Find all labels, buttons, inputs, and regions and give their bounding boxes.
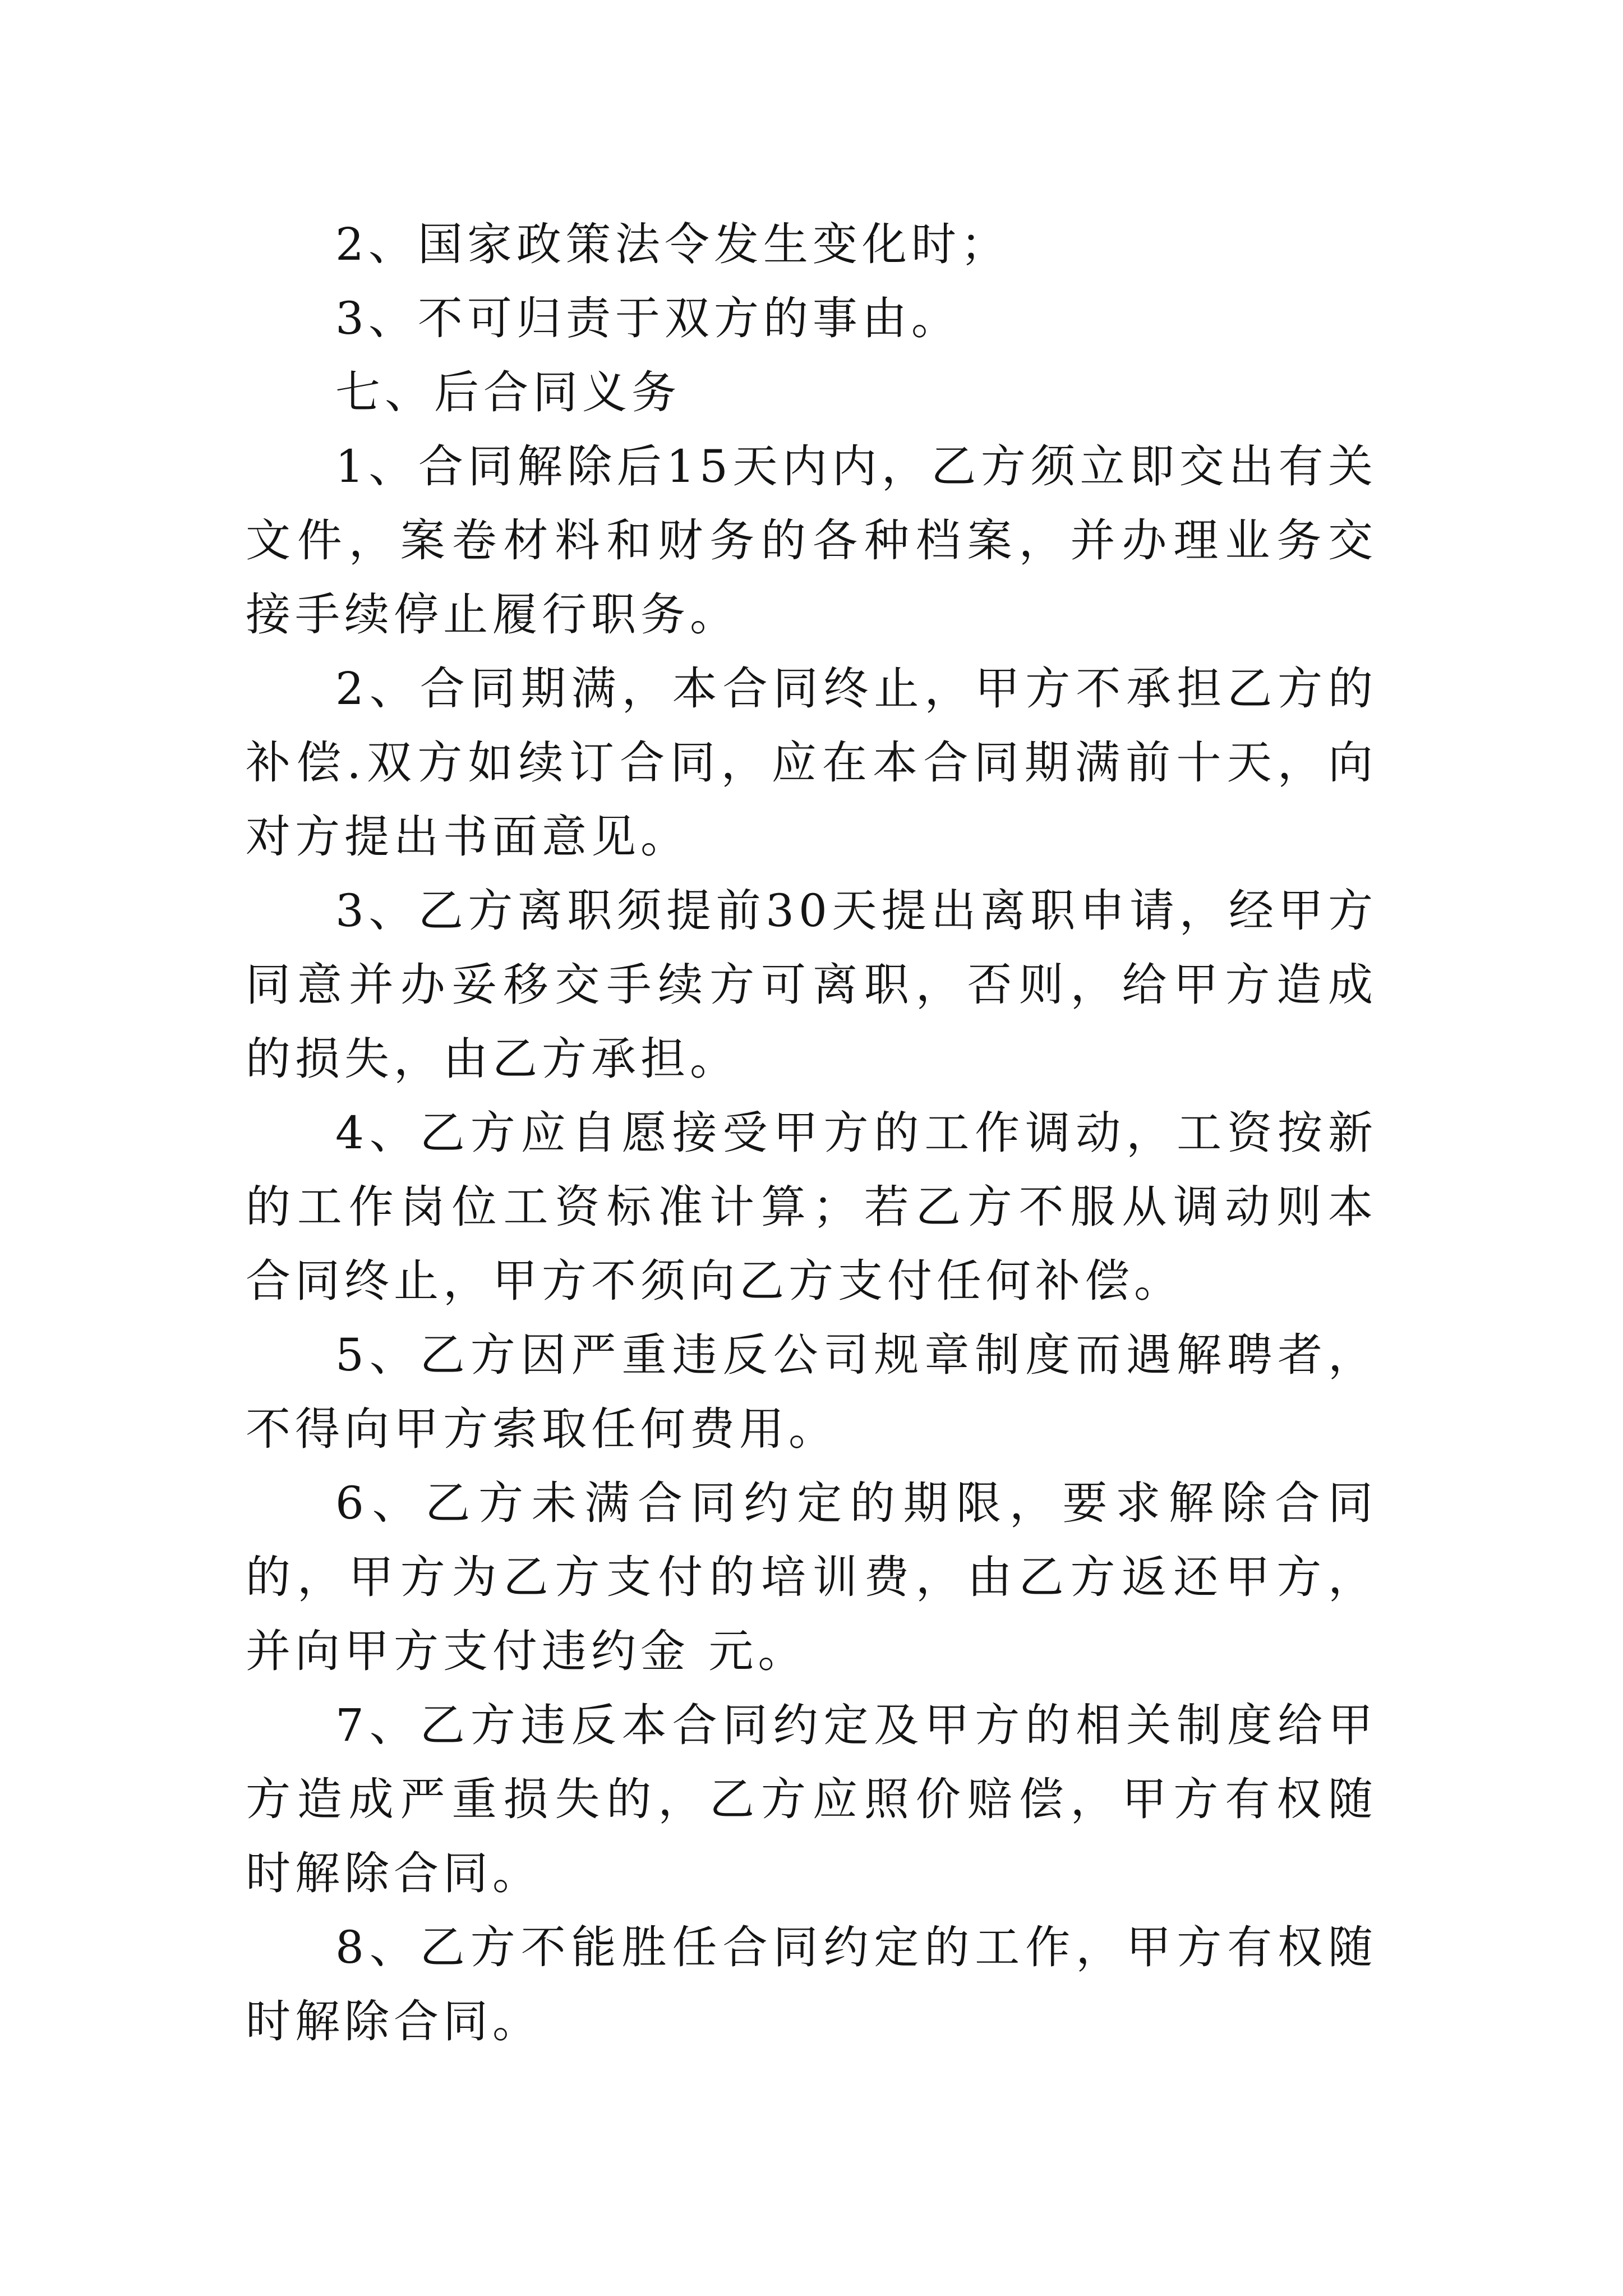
clause-7-1: 1、合同解除后15天内内，乙方须立即交出有关文件，案卷材料和财务的各种档案，并办理业务交接手续停止履行职务。 bbox=[246, 440, 1377, 641]
clause-7-3: 3、乙方离职须提前30天提出离职申请，经甲方同意并办妥移交手续方可离职，否则，给甲方造成的损失，由乙方承担。 bbox=[246, 885, 1377, 1085]
clause-7-4: 4、乙方应自愿接受甲方的工作调动，工资按新的工作岗位工资标准计算；若乙方不服从调动则本合同终止，甲方不须向乙方支付任何补偿。 bbox=[246, 1107, 1377, 1307]
document-body bbox=[246, 208, 1377, 2059]
clause-7-8: 8、乙方不能胜任合同约定的工作，甲方有权随时解除合同。 bbox=[246, 1921, 1377, 2047]
clause-7-5: 5、乙方因严重违反公司规章制度而遇解聘者，不得向甲方索取任何费用。 bbox=[246, 1329, 1377, 1455]
clause-6-3: 3、不可归责于双方的事由。 bbox=[335, 292, 961, 344]
clause-7-2: 2、合同期满，本合同终止，甲方不承担乙方的补偿.双方如续订合同，应在本合同期满前十天，向对方提出书面意见。 bbox=[246, 662, 1377, 863]
clause-7-6: 6、乙方未满合同约定的期限，要求解除合同的，甲方为乙方支付的培训费，由乙方返还甲方，并向甲方支付违约金 元。 bbox=[246, 1477, 1377, 1677]
clause-6-2: 2、国家政策法令发生变化时； bbox=[335, 218, 1010, 270]
clause-7-7: 7、乙方违反本合同约定及甲方的相关制度给甲方造成严重损失的，乙方应照价赔偿，甲方有权随时解除合同。 bbox=[246, 1699, 1377, 1899]
section-heading-7: 七、后合同义务 bbox=[335, 366, 681, 418]
